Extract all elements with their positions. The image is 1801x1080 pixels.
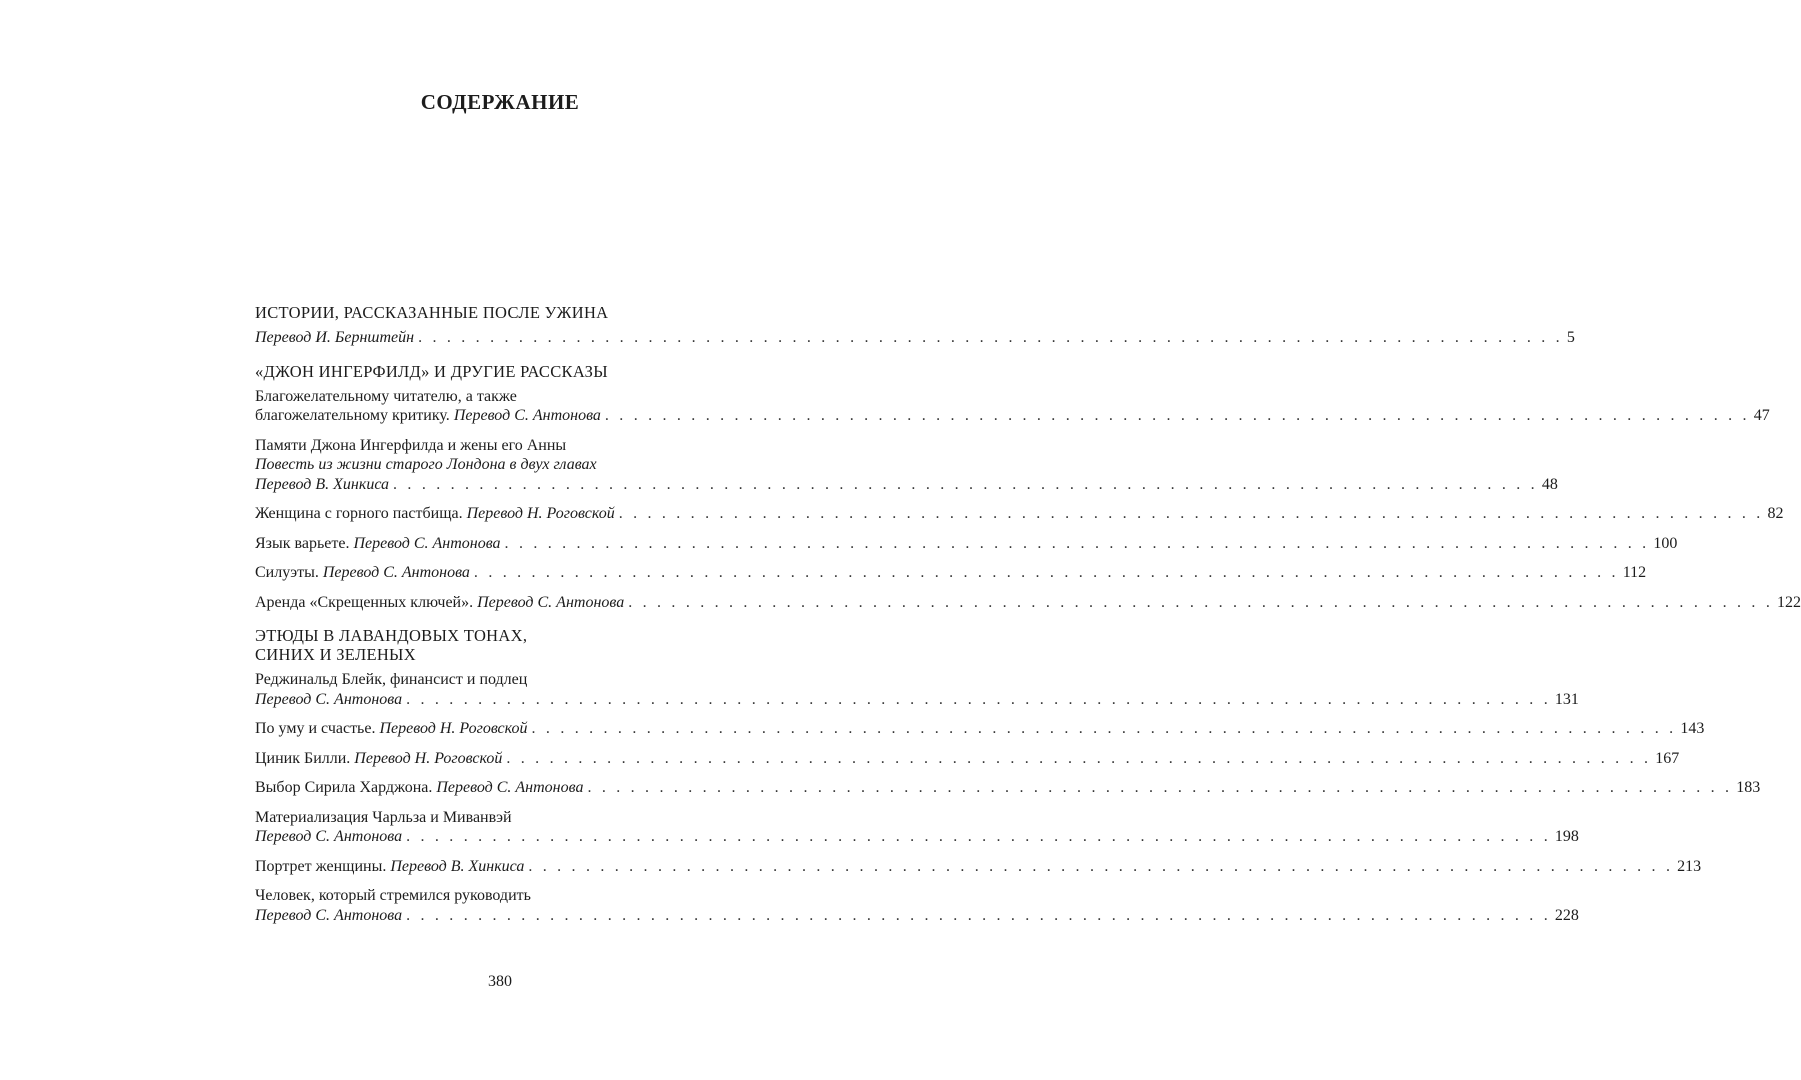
entry-last-line [255, 827, 1579, 847]
section-heading-line: ЭТЮДЫ В ЛАВАНДОВЫХ ТОНАХ, [255, 626, 528, 645]
toc-section [255, 303, 1575, 348]
entry-title-line: Реджинальд Блейк, финансист и подлец [255, 671, 528, 688]
entry-title: Аренда «Скрещенных ключей». [255, 593, 474, 611]
entry-page-number: 143 [1680, 720, 1705, 737]
dot-leader: . . . . . . . . . . . . . . . . . . . . . . . . . . . . . . . . . . . . . . . . . . . . . . . . . . . . . . . . . . . . . . . . . . . . . . . . . . . . . . . . [528, 857, 1674, 875]
entry-page-number: 183 [1736, 779, 1761, 796]
section-heading [255, 626, 744, 664]
section-heading-line: ИСТОРИИ, РАССКАЗАННЫЕ ПОСЛЕ УЖИНА [255, 303, 609, 322]
entry-translator: Перевод С. Антонова [322, 564, 470, 581]
entry-last-line [255, 857, 1702, 877]
toc-entry[interactable] [255, 436, 1558, 495]
dot-leader: . . . . . . . . . . . . . . . . . . . . . . . . . . . . . . . . . . . . . . . . . . . . . . . . . . . . . . . . . . . . . . . . . . . . . . . . . . . . . . . . [506, 749, 1652, 767]
dot-leader: . . . . . . . . . . . . . . . . . . . . . . . . . . . . . . . . . . . . . . . . . . . . . . . . . . . . . . . . . . . . . . . . . . . . . . . . . . . . . . . . [418, 329, 1563, 346]
entry-title: Язык варьете. [255, 534, 350, 552]
toc-entry[interactable] [255, 719, 1705, 739]
toc-entry[interactable] [255, 778, 1761, 798]
entry-last-line [255, 504, 1784, 524]
entry-translator: Перевод С. Антонова [477, 593, 625, 611]
entry-translator: Перевод Н. Роговской [354, 749, 503, 767]
entry-page-number: 228 [1554, 906, 1579, 924]
entry-title-line: Памяти Джона Ингерфилда и жены его Анны [255, 436, 567, 454]
toc-entry[interactable] [255, 857, 1702, 877]
entry-last-line [255, 906, 1579, 926]
entry-translator: Перевод В. Хинкиса [390, 857, 525, 875]
entry-translator: Перевод С. Антонова [453, 407, 601, 424]
entry-translator: Перевод Н. Роговской [379, 720, 528, 737]
page-number: 380 [488, 973, 512, 990]
section-heading [255, 303, 744, 322]
toc-entry[interactable] [255, 387, 1770, 426]
dot-leader: . . . . . . . . . . . . . . . . . . . . . . . . . . . . . . . . . . . . . . . . . . . . . . . . . . . . . . . . . . . . . . . . . . . . . . . . . . . . . . . . [393, 475, 1538, 493]
dot-leader: . . . . . . . . . . . . . . . . . . . . . . . . . . . . . . . . . . . . . . . . . . . . . . . . . . . . . . . . . . . . . . . . . . . . . . . . . . . . . . . . [406, 906, 1551, 924]
toc-section [255, 361, 1801, 613]
entry-last-line [255, 534, 1678, 554]
entry-page-number: 122 [1777, 593, 1801, 611]
entry-page-number: 112 [1622, 564, 1647, 581]
entry-last-line [255, 778, 1761, 798]
toc-entry[interactable] [255, 534, 1678, 554]
entry-translator: Перевод С. Антонова [255, 828, 403, 845]
dot-leader: . . . . . . . . . . . . . . . . . . . . . . . . . . . . . . . . . . . . . . . . . . . . . . . . . . . . . . . . . . . . . . . . . . . . . . . . . . . . . . . . [618, 505, 1764, 522]
entry-page-number: 198 [1554, 828, 1579, 845]
entry-subtitle: Повесть из жизни старого Лондона в двух главах [255, 456, 597, 473]
entry-translator: Перевод С. Антонова [255, 906, 403, 924]
toc-entry[interactable] [255, 886, 1579, 925]
entry-title: Циник Билли. [255, 749, 351, 767]
entry-title: Портрет женщины. [255, 857, 387, 875]
entry-last-line [255, 563, 1647, 583]
toc-entry[interactable] [255, 808, 1579, 847]
dot-leader: . . . . . . . . . . . . . . . . . . . . . . . . . . . . . . . . . . . . . . . . . . . . . . . . . . . . . . . . . . . . . . . . . . . . . . . . . . . . . . . . [587, 779, 1733, 796]
entry-title: Силуэты. [255, 564, 319, 581]
entry-title: благожелательному критику. [255, 407, 450, 424]
entry-title-line: Материализация Чарльза и Миванвэй [255, 808, 512, 826]
entry-last-line [255, 328, 1575, 348]
entry-translator: Перевод И. Бернштейн [255, 329, 415, 346]
page-title: СОДЕРЖАНИЕ [420, 90, 580, 114]
toc-entry[interactable] [255, 749, 1680, 769]
entry-translator: Перевод Н. Роговской [466, 505, 615, 522]
entry-page-number: 48 [1541, 475, 1558, 493]
table-of-contents [255, 303, 1801, 935]
dot-leader: . . . . . . . . . . . . . . . . . . . . . . . . . . . . . . . . . . . . . . . . . . . . . . . . . . . . . . . . . . . . . . . . . . . . . . . . . . . . . . . . [504, 534, 1650, 552]
dot-leader: . . . . . . . . . . . . . . . . . . . . . . . . . . . . . . . . . . . . . . . . . . . . . . . . . . . . . . . . . . . . . . . . . . . . . . . . . . . . . . . . [473, 564, 1619, 581]
toc-entry[interactable] [255, 328, 1575, 348]
section-heading-line: СИНИХ И ЗЕЛЕНЫХ [255, 645, 416, 664]
toc-entry[interactable] [255, 563, 1647, 583]
dot-leader: . . . . . . . . . . . . . . . . . . . . . . . . . . . . . . . . . . . . . . . . . . . . . . . . . . . . . . . . . . . . . . . . . . . . . . . . . . . . . . . . [628, 593, 1774, 611]
entry-translator: Перевод В. Хинкиса [255, 475, 390, 493]
toc-entry[interactable] [255, 670, 1579, 709]
entry-last-line [255, 475, 1558, 495]
entry-translator: Перевод С. Антонова [353, 534, 501, 552]
dot-leader: . . . . . . . . . . . . . . . . . . . . . . . . . . . . . . . . . . . . . . . . . . . . . . . . . . . . . . . . . . . . . . . . . . . . . . . . . . . . . . . . [604, 407, 1750, 424]
dot-leader: . . . . . . . . . . . . . . . . . . . . . . . . . . . . . . . . . . . . . . . . . . . . . . . . . . . . . . . . . . . . . . . . . . . . . . . . . . . . . . . . [531, 720, 1677, 737]
entry-title: Женщина с горного пастбища. [255, 505, 463, 522]
entry-page-number: 47 [1753, 407, 1770, 424]
entry-last-line [255, 593, 1801, 613]
entry-translator: Перевод С. Антонова [436, 779, 584, 796]
toc-entry[interactable] [255, 504, 1784, 524]
dot-leader: . . . . . . . . . . . . . . . . . . . . . . . . . . . . . . . . . . . . . . . . . . . . . . . . . . . . . . . . . . . . . . . . . . . . . . . . . . . . . . . . [406, 690, 1551, 708]
entry-last-line [255, 749, 1680, 769]
entry-translator: Перевод С. Антонова [255, 690, 403, 708]
entry-last-line [255, 719, 1705, 739]
entry-title-line: Благожелательному читателю, а также [255, 387, 517, 405]
entry-title: По уму и счастье. [255, 720, 376, 737]
entry-page-number: 213 [1677, 857, 1702, 875]
dot-leader: . . . . . . . . . . . . . . . . . . . . . . . . . . . . . . . . . . . . . . . . . . . . . . . . . . . . . . . . . . . . . . . . . . . . . . . . . . . . . . . . [406, 828, 1551, 845]
entry-last-line [255, 406, 1770, 426]
section-heading-line: «ДЖОН ИНГЕРФИЛД» И ДРУГИЕ РАССКАЗЫ [255, 361, 608, 381]
toc-section [255, 626, 1761, 925]
entry-page-number: 167 [1655, 749, 1680, 767]
entry-page-number: 100 [1653, 534, 1678, 552]
entry-last-line [255, 690, 1579, 710]
section-heading [255, 362, 744, 381]
entry-title: Выбор Сирила Харджона. [255, 779, 433, 796]
toc-entry[interactable] [255, 593, 1801, 613]
entry-page-number: 131 [1554, 690, 1579, 708]
entry-page-number: 5 [1566, 329, 1575, 346]
entry-title-line: Человек, который стремился руководить [255, 887, 531, 904]
entry-page-number: 82 [1767, 505, 1784, 522]
